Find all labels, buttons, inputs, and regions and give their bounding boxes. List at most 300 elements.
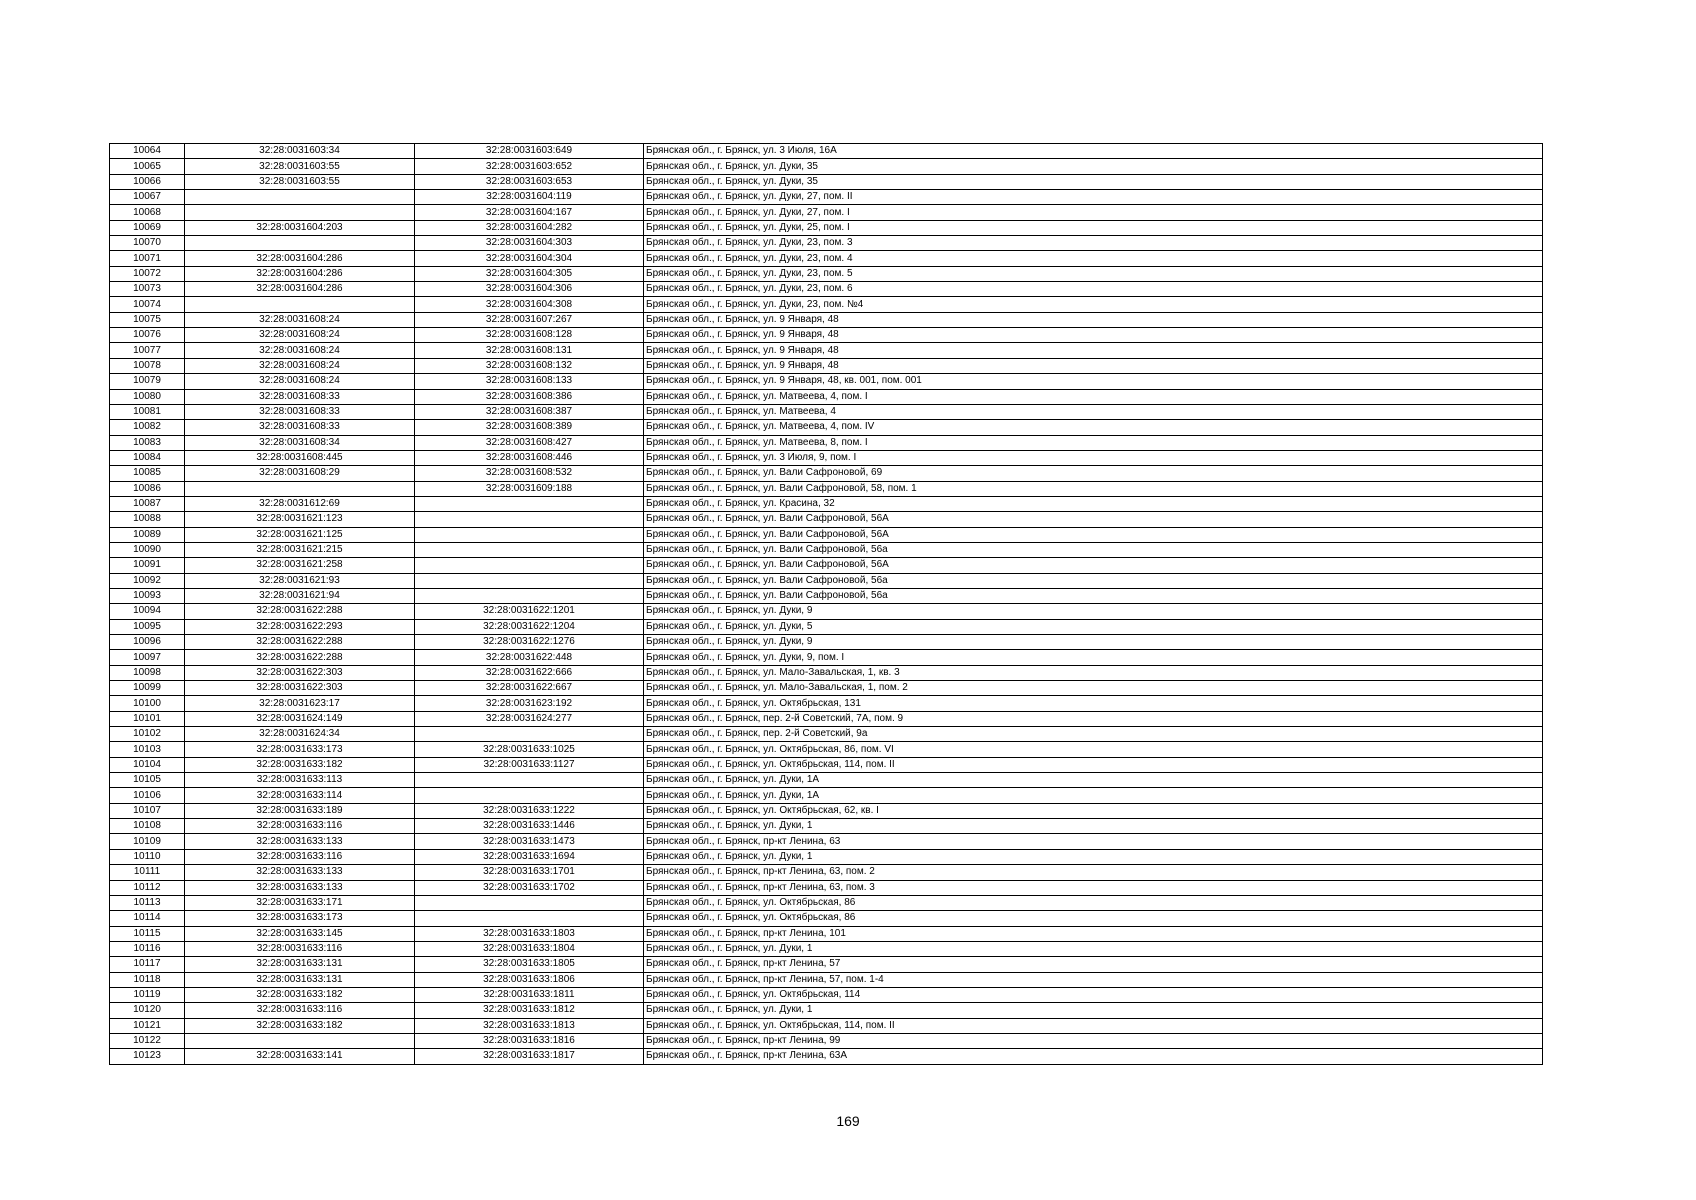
address-cell: Брянская обл., г. Брянск, пр-кт Ленина, 57, пом. 1-4 bbox=[644, 972, 1543, 987]
object-cadastral-number-cell bbox=[415, 773, 644, 788]
table-row bbox=[110, 573, 1543, 588]
row-number-cell: 10068 bbox=[110, 205, 185, 220]
table-row bbox=[110, 466, 1543, 481]
row-number-cell: 10114 bbox=[110, 911, 185, 926]
land-cadastral-number-cell: 32:28:0031633:133 bbox=[185, 834, 415, 849]
land-cadastral-number-cell: 32:28:0031633:182 bbox=[185, 987, 415, 1002]
row-number-cell: 10074 bbox=[110, 297, 185, 312]
object-cadastral-number-cell: 32:28:0031633:1473 bbox=[415, 834, 644, 849]
address-cell: Брянская обл., г. Брянск, ул. Октябрьская, 114, пом. II bbox=[644, 757, 1543, 772]
row-number-cell: 10122 bbox=[110, 1033, 185, 1048]
table-row bbox=[110, 220, 1543, 235]
land-cadastral-number-cell: 32:28:0031603:55 bbox=[185, 174, 415, 189]
address-cell: Брянская обл., г. Брянск, ул. Дуки, 1А bbox=[644, 773, 1543, 788]
row-number-cell: 10119 bbox=[110, 987, 185, 1002]
register-table bbox=[109, 143, 1543, 1065]
object-cadastral-number-cell: 32:28:0031633:1804 bbox=[415, 941, 644, 956]
land-cadastral-number-cell bbox=[185, 1033, 415, 1048]
address-cell: Брянская обл., г. Брянск, ул. Дуки, 1 bbox=[644, 849, 1543, 864]
object-cadastral-number-cell bbox=[415, 527, 644, 542]
address-cell: Брянская обл., г. Брянск, ул. Дуки, 25, пом. I bbox=[644, 220, 1543, 235]
object-cadastral-number-cell: 32:28:0031633:1446 bbox=[415, 819, 644, 834]
table-row bbox=[110, 205, 1543, 220]
table-row bbox=[110, 788, 1543, 803]
row-number-cell: 10087 bbox=[110, 496, 185, 511]
address-cell: Брянская обл., г. Брянск, ул. Дуки, 9 bbox=[644, 604, 1543, 619]
land-cadastral-number-cell: 32:28:0031604:286 bbox=[185, 266, 415, 281]
object-cadastral-number-cell: 32:28:0031608:427 bbox=[415, 435, 644, 450]
object-cadastral-number-cell: 32:28:0031633:1812 bbox=[415, 1003, 644, 1018]
object-cadastral-number-cell bbox=[415, 895, 644, 910]
land-cadastral-number-cell: 32:28:0031623:17 bbox=[185, 696, 415, 711]
table-row bbox=[110, 727, 1543, 742]
row-number-cell: 10102 bbox=[110, 727, 185, 742]
address-cell: Брянская обл., г. Брянск, ул. Октябрьская, 114 bbox=[644, 987, 1543, 1002]
address-cell: Брянская обл., г. Брянск, ул. Дуки, 27, пом. I bbox=[644, 205, 1543, 220]
land-cadastral-number-cell: 32:28:0031621:125 bbox=[185, 527, 415, 542]
land-cadastral-number-cell: 32:28:0031633:171 bbox=[185, 895, 415, 910]
row-number-cell: 10081 bbox=[110, 404, 185, 419]
address-cell: Брянская обл., г. Брянск, ул. 9 Января, 48 bbox=[644, 358, 1543, 373]
object-cadastral-number-cell: 32:28:0031608:132 bbox=[415, 358, 644, 373]
object-cadastral-number-cell: 32:28:0031604:306 bbox=[415, 282, 644, 297]
row-number-cell: 10112 bbox=[110, 880, 185, 895]
object-cadastral-number-cell: 32:28:0031608:128 bbox=[415, 328, 644, 343]
row-number-cell: 10106 bbox=[110, 788, 185, 803]
land-cadastral-number-cell bbox=[185, 481, 415, 496]
object-cadastral-number-cell: 32:28:0031608:387 bbox=[415, 404, 644, 419]
land-cadastral-number-cell: 32:28:0031612:69 bbox=[185, 496, 415, 511]
row-number-cell: 10099 bbox=[110, 681, 185, 696]
row-number-cell: 10067 bbox=[110, 190, 185, 205]
address-cell: Брянская обл., г. Брянск, ул. Дуки, 1 bbox=[644, 819, 1543, 834]
table-row bbox=[110, 880, 1543, 895]
table-row bbox=[110, 312, 1543, 327]
table-row bbox=[110, 957, 1543, 972]
land-cadastral-number-cell: 32:28:0031624:34 bbox=[185, 727, 415, 742]
address-cell: Брянская обл., г. Брянск, ул. 9 Января, 48 bbox=[644, 328, 1543, 343]
object-cadastral-number-cell: 32:28:0031603:652 bbox=[415, 159, 644, 174]
row-number-cell: 10107 bbox=[110, 803, 185, 818]
row-number-cell: 10092 bbox=[110, 573, 185, 588]
address-cell: Брянская обл., г. Брянск, ул. Мало-Завальская, 1, пом. 2 bbox=[644, 681, 1543, 696]
address-cell: Брянская обл., г. Брянск, ул. Октябрьская, 86 bbox=[644, 895, 1543, 910]
land-cadastral-number-cell: 32:28:0031622:288 bbox=[185, 604, 415, 619]
object-cadastral-number-cell: 32:28:0031604:282 bbox=[415, 220, 644, 235]
row-number-cell: 10103 bbox=[110, 742, 185, 757]
object-cadastral-number-cell: 32:28:0031623:192 bbox=[415, 696, 644, 711]
address-cell: Брянская обл., г. Брянск, ул. Дуки, 1А bbox=[644, 788, 1543, 803]
table-row bbox=[110, 588, 1543, 603]
land-cadastral-number-cell: 32:28:0031633:116 bbox=[185, 941, 415, 956]
address-cell: Брянская обл., г. Брянск, пр-кт Ленина, 99 bbox=[644, 1033, 1543, 1048]
land-cadastral-number-cell: 32:28:0031608:29 bbox=[185, 466, 415, 481]
address-cell: Брянская обл., г. Брянск, ул. Матвеева, 8, пом. I bbox=[644, 435, 1543, 450]
address-cell: Брянская обл., г. Брянск, ул. Октябрьская, 114, пом. II bbox=[644, 1018, 1543, 1033]
address-cell: Брянская обл., г. Брянск, ул. Вали Сафроновой, 56а bbox=[644, 573, 1543, 588]
object-cadastral-number-cell: 32:28:0031608:131 bbox=[415, 343, 644, 358]
address-cell: Брянская обл., г. Брянск, ул. Дуки, 1 bbox=[644, 941, 1543, 956]
land-cadastral-number-cell: 32:28:0031633:131 bbox=[185, 972, 415, 987]
table-row bbox=[110, 604, 1543, 619]
row-number-cell: 10123 bbox=[110, 1049, 185, 1064]
land-cadastral-number-cell: 32:28:0031622:288 bbox=[185, 650, 415, 665]
row-number-cell: 10088 bbox=[110, 512, 185, 527]
row-number-cell: 10093 bbox=[110, 588, 185, 603]
land-cadastral-number-cell bbox=[185, 190, 415, 205]
land-cadastral-number-cell: 32:28:0031604:203 bbox=[185, 220, 415, 235]
object-cadastral-number-cell: 32:28:0031609:188 bbox=[415, 481, 644, 496]
land-cadastral-number-cell: 32:28:0031608:24 bbox=[185, 374, 415, 389]
table-row bbox=[110, 496, 1543, 511]
row-number-cell: 10096 bbox=[110, 635, 185, 650]
land-cadastral-number-cell: 32:28:0031633:182 bbox=[185, 1018, 415, 1033]
land-cadastral-number-cell: 32:28:0031604:286 bbox=[185, 282, 415, 297]
row-number-cell: 10076 bbox=[110, 328, 185, 343]
object-cadastral-number-cell: 32:28:0031608:532 bbox=[415, 466, 644, 481]
address-cell: Брянская обл., г. Брянск, ул. Дуки, 23, пом. 5 bbox=[644, 266, 1543, 281]
object-cadastral-number-cell: 32:28:0031608:386 bbox=[415, 389, 644, 404]
table-row bbox=[110, 926, 1543, 941]
land-cadastral-number-cell bbox=[185, 297, 415, 312]
land-cadastral-number-cell: 32:28:0031621:93 bbox=[185, 573, 415, 588]
land-cadastral-number-cell: 32:28:0031633:116 bbox=[185, 1003, 415, 1018]
address-cell: Брянская обл., г. Брянск, пер. 2-й Советский, 7А, пом. 9 bbox=[644, 711, 1543, 726]
land-cadastral-number-cell: 32:28:0031633:173 bbox=[185, 911, 415, 926]
table-row bbox=[110, 635, 1543, 650]
object-cadastral-number-cell bbox=[415, 588, 644, 603]
row-number-cell: 10078 bbox=[110, 358, 185, 373]
table-row bbox=[110, 174, 1543, 189]
object-cadastral-number-cell: 32:28:0031633:1025 bbox=[415, 742, 644, 757]
row-number-cell: 10091 bbox=[110, 558, 185, 573]
land-cadastral-number-cell: 32:28:0031621:215 bbox=[185, 542, 415, 557]
land-cadastral-number-cell: 32:28:0031633:182 bbox=[185, 757, 415, 772]
land-cadastral-number-cell: 32:28:0031608:33 bbox=[185, 420, 415, 435]
object-cadastral-number-cell: 32:28:0031622:666 bbox=[415, 665, 644, 680]
address-cell: Брянская обл., г. Брянск, ул. 3 Июля, 16А bbox=[644, 144, 1543, 159]
address-cell: Брянская обл., г. Брянск, пр-кт Ленина, 57 bbox=[644, 957, 1543, 972]
page-number: 169 bbox=[836, 1113, 860, 1129]
object-cadastral-number-cell: 32:28:0031608:446 bbox=[415, 450, 644, 465]
object-cadastral-number-cell: 32:28:0031633:1222 bbox=[415, 803, 644, 818]
object-cadastral-number-cell: 32:28:0031633:1702 bbox=[415, 880, 644, 895]
table-row bbox=[110, 696, 1543, 711]
row-number-cell: 10098 bbox=[110, 665, 185, 680]
object-cadastral-number-cell bbox=[415, 512, 644, 527]
table-row bbox=[110, 849, 1543, 864]
address-cell: Брянская обл., г. Брянск, ул. 9 Января, 48 bbox=[644, 343, 1543, 358]
object-cadastral-number-cell bbox=[415, 573, 644, 588]
table-row bbox=[110, 343, 1543, 358]
row-number-cell: 10066 bbox=[110, 174, 185, 189]
object-cadastral-number-cell: 32:28:0031608:133 bbox=[415, 374, 644, 389]
land-cadastral-number-cell bbox=[185, 205, 415, 220]
row-number-cell: 10115 bbox=[110, 926, 185, 941]
table-row bbox=[110, 803, 1543, 818]
object-cadastral-number-cell bbox=[415, 496, 644, 511]
land-cadastral-number-cell: 32:28:0031621:94 bbox=[185, 588, 415, 603]
table-row bbox=[110, 1018, 1543, 1033]
table-row bbox=[110, 450, 1543, 465]
row-number-cell: 10082 bbox=[110, 420, 185, 435]
address-cell: Брянская обл., г. Брянск, ул. Дуки, 23, пом. 3 bbox=[644, 236, 1543, 251]
address-cell: Брянская обл., г. Брянск, пр-кт Ленина, 63, пом. 2 bbox=[644, 865, 1543, 880]
table-row bbox=[110, 1033, 1543, 1048]
address-cell: Брянская обл., г. Брянск, ул. Дуки, 9, пом. I bbox=[644, 650, 1543, 665]
table-row bbox=[110, 404, 1543, 419]
table-row bbox=[110, 266, 1543, 281]
address-cell: Брянская обл., г. Брянск, ул. Вали Сафроновой, 56а bbox=[644, 542, 1543, 557]
address-cell: Брянская обл., г. Брянск, ул. 9 Января, 48, кв. 001, пом. 001 bbox=[644, 374, 1543, 389]
address-cell: Брянская обл., г. Брянск, ул. 3 Июля, 9, пом. I bbox=[644, 450, 1543, 465]
land-cadastral-number-cell: 32:28:0031633:189 bbox=[185, 803, 415, 818]
row-number-cell: 10084 bbox=[110, 450, 185, 465]
table-row bbox=[110, 665, 1543, 680]
object-cadastral-number-cell: 32:28:0031622:1276 bbox=[415, 635, 644, 650]
object-cadastral-number-cell: 32:28:0031633:1817 bbox=[415, 1049, 644, 1064]
row-number-cell: 10080 bbox=[110, 389, 185, 404]
row-number-cell: 10069 bbox=[110, 220, 185, 235]
land-cadastral-number-cell: 32:28:0031633:113 bbox=[185, 773, 415, 788]
object-cadastral-number-cell: 32:28:0031633:1127 bbox=[415, 757, 644, 772]
row-number-cell: 10118 bbox=[110, 972, 185, 987]
row-number-cell: 10095 bbox=[110, 619, 185, 634]
address-cell: Брянская обл., г. Брянск, ул. Дуки, 35 bbox=[644, 174, 1543, 189]
object-cadastral-number-cell: 32:28:0031603:649 bbox=[415, 144, 644, 159]
table-row bbox=[110, 650, 1543, 665]
land-cadastral-number-cell bbox=[185, 236, 415, 251]
object-cadastral-number-cell: 32:28:0031604:303 bbox=[415, 236, 644, 251]
land-cadastral-number-cell: 32:28:0031608:24 bbox=[185, 312, 415, 327]
table-row bbox=[110, 941, 1543, 956]
table-row bbox=[110, 819, 1543, 834]
table-row bbox=[110, 619, 1543, 634]
table-row bbox=[110, 328, 1543, 343]
address-cell: Брянская обл., г. Брянск, ул. Вали Сафроновой, 56А bbox=[644, 558, 1543, 573]
address-cell: Брянская обл., г. Брянск, ул. Октябрьская, 131 bbox=[644, 696, 1543, 711]
land-cadastral-number-cell: 32:28:0031608:24 bbox=[185, 358, 415, 373]
row-number-cell: 10097 bbox=[110, 650, 185, 665]
table-row bbox=[110, 159, 1543, 174]
land-cadastral-number-cell: 32:28:0031608:24 bbox=[185, 328, 415, 343]
address-cell: Брянская обл., г. Брянск, пр-кт Ленина, 63, пом. 3 bbox=[644, 880, 1543, 895]
address-cell: Брянская обл., г. Брянск, ул. Вали Сафроновой, 56а bbox=[644, 588, 1543, 603]
land-cadastral-number-cell: 32:28:0031633:131 bbox=[185, 957, 415, 972]
row-number-cell: 10085 bbox=[110, 466, 185, 481]
table-row bbox=[110, 911, 1543, 926]
land-cadastral-number-cell: 32:28:0031633:114 bbox=[185, 788, 415, 803]
row-number-cell: 10083 bbox=[110, 435, 185, 450]
address-cell: Брянская обл., г. Брянск, пер. 2-й Советский, 9а bbox=[644, 727, 1543, 742]
row-number-cell: 10116 bbox=[110, 941, 185, 956]
address-cell: Брянская обл., г. Брянск, ул. Дуки, 23, пом. 4 bbox=[644, 251, 1543, 266]
table-row bbox=[110, 389, 1543, 404]
row-number-cell: 10070 bbox=[110, 236, 185, 251]
row-number-cell: 10110 bbox=[110, 849, 185, 864]
address-cell: Брянская обл., г. Брянск, ул. Дуки, 23, пом. №4 bbox=[644, 297, 1543, 312]
table-row bbox=[110, 773, 1543, 788]
table-row bbox=[110, 987, 1543, 1002]
object-cadastral-number-cell: 32:28:0031608:389 bbox=[415, 420, 644, 435]
row-number-cell: 10077 bbox=[110, 343, 185, 358]
object-cadastral-number-cell: 32:28:0031633:1803 bbox=[415, 926, 644, 941]
row-number-cell: 10105 bbox=[110, 773, 185, 788]
row-number-cell: 10094 bbox=[110, 604, 185, 619]
row-number-cell: 10073 bbox=[110, 282, 185, 297]
object-cadastral-number-cell: 32:28:0031603:653 bbox=[415, 174, 644, 189]
land-cadastral-number-cell: 32:28:0031622:293 bbox=[185, 619, 415, 634]
table-row bbox=[110, 1003, 1543, 1018]
table-row bbox=[110, 527, 1543, 542]
table-row bbox=[110, 481, 1543, 496]
land-cadastral-number-cell: 32:28:0031633:116 bbox=[185, 849, 415, 864]
object-cadastral-number-cell: 32:28:0031633:1805 bbox=[415, 957, 644, 972]
address-cell: Брянская обл., г. Брянск, ул. 9 Января, 48 bbox=[644, 312, 1543, 327]
land-cadastral-number-cell: 32:28:0031608:445 bbox=[185, 450, 415, 465]
address-cell: Брянская обл., г. Брянск, ул. Дуки, 35 bbox=[644, 159, 1543, 174]
address-cell: Брянская обл., г. Брянск, ул. Матвеева, 4, пом. I bbox=[644, 389, 1543, 404]
table-row bbox=[110, 512, 1543, 527]
object-cadastral-number-cell: 32:28:0031633:1701 bbox=[415, 865, 644, 880]
row-number-cell: 10108 bbox=[110, 819, 185, 834]
address-cell: Брянская обл., г. Брянск, ул. Вали Сафроновой, 69 bbox=[644, 466, 1543, 481]
table-row bbox=[110, 558, 1543, 573]
table-row bbox=[110, 742, 1543, 757]
address-cell: Брянская обл., г. Брянск, пр-кт Ленина, 101 bbox=[644, 926, 1543, 941]
land-cadastral-number-cell: 32:28:0031622:288 bbox=[185, 635, 415, 650]
land-cadastral-number-cell: 32:28:0031622:303 bbox=[185, 665, 415, 680]
address-cell: Брянская обл., г. Брянск, пр-кт Ленина, 63 bbox=[644, 834, 1543, 849]
object-cadastral-number-cell: 32:28:0031633:1806 bbox=[415, 972, 644, 987]
row-number-cell: 10120 bbox=[110, 1003, 185, 1018]
address-cell: Брянская обл., г. Брянск, ул. Матвеева, 4, пом. IV bbox=[644, 420, 1543, 435]
address-cell: Брянская обл., г. Брянск, ул. Октябрьская, 62, кв. I bbox=[644, 803, 1543, 818]
table-body bbox=[110, 144, 1543, 1065]
object-cadastral-number-cell: 32:28:0031622:667 bbox=[415, 681, 644, 696]
row-number-cell: 10111 bbox=[110, 865, 185, 880]
land-cadastral-number-cell: 32:28:0031633:133 bbox=[185, 865, 415, 880]
land-cadastral-number-cell: 32:28:0031604:286 bbox=[185, 251, 415, 266]
object-cadastral-number-cell bbox=[415, 911, 644, 926]
object-cadastral-number-cell: 32:28:0031604:304 bbox=[415, 251, 644, 266]
object-cadastral-number-cell: 32:28:0031604:308 bbox=[415, 297, 644, 312]
table-row bbox=[110, 895, 1543, 910]
object-cadastral-number-cell: 32:28:0031604:305 bbox=[415, 266, 644, 281]
address-cell: Брянская обл., г. Брянск, ул. Вали Сафроновой, 56А bbox=[644, 512, 1543, 527]
object-cadastral-number-cell bbox=[415, 727, 644, 742]
address-cell: Брянская обл., г. Брянск, ул. Дуки, 1 bbox=[644, 1003, 1543, 1018]
row-number-cell: 10121 bbox=[110, 1018, 185, 1033]
land-cadastral-number-cell: 32:28:0031608:34 bbox=[185, 435, 415, 450]
object-cadastral-number-cell: 32:28:0031633:1811 bbox=[415, 987, 644, 1002]
object-cadastral-number-cell bbox=[415, 788, 644, 803]
object-cadastral-number-cell: 32:28:0031633:1816 bbox=[415, 1033, 644, 1048]
table-row bbox=[110, 1049, 1543, 1064]
row-number-cell: 10079 bbox=[110, 374, 185, 389]
object-cadastral-number-cell: 32:28:0031624:277 bbox=[415, 711, 644, 726]
address-cell: Брянская обл., г. Брянск, ул. Вали Сафроновой, 56А bbox=[644, 527, 1543, 542]
land-cadastral-number-cell: 32:28:0031621:258 bbox=[185, 558, 415, 573]
row-number-cell: 10113 bbox=[110, 895, 185, 910]
land-cadastral-number-cell: 32:28:0031608:24 bbox=[185, 343, 415, 358]
row-number-cell: 10101 bbox=[110, 711, 185, 726]
land-cadastral-number-cell: 32:28:0031633:116 bbox=[185, 819, 415, 834]
object-cadastral-number-cell: 32:28:0031604:119 bbox=[415, 190, 644, 205]
address-cell: Брянская обл., г. Брянск, ул. Октябрьская, 86 bbox=[644, 911, 1543, 926]
address-cell: Брянская обл., г. Брянск, ул. Мало-Завальская, 1, кв. 3 bbox=[644, 665, 1543, 680]
row-number-cell: 10065 bbox=[110, 159, 185, 174]
table-row bbox=[110, 420, 1543, 435]
land-cadastral-number-cell: 32:28:0031622:303 bbox=[185, 681, 415, 696]
row-number-cell: 10109 bbox=[110, 834, 185, 849]
table-row bbox=[110, 358, 1543, 373]
row-number-cell: 10090 bbox=[110, 542, 185, 557]
address-cell: Брянская обл., г. Брянск, ул. Дуки, 9 bbox=[644, 635, 1543, 650]
row-number-cell: 10064 bbox=[110, 144, 185, 159]
row-number-cell: 10100 bbox=[110, 696, 185, 711]
row-number-cell: 10071 bbox=[110, 251, 185, 266]
row-number-cell: 10086 bbox=[110, 481, 185, 496]
table-row bbox=[110, 297, 1543, 312]
address-cell: Брянская обл., г. Брянск, ул. Вали Сафроновой, 58, пом. 1 bbox=[644, 481, 1543, 496]
land-cadastral-number-cell: 32:28:0031603:55 bbox=[185, 159, 415, 174]
table-row bbox=[110, 374, 1543, 389]
table-row bbox=[110, 711, 1543, 726]
address-cell: Брянская обл., г. Брянск, ул. Матвеева, 4 bbox=[644, 404, 1543, 419]
address-cell: Брянская обл., г. Брянск, пр-кт Ленина, 63А bbox=[644, 1049, 1543, 1064]
address-cell: Брянская обл., г. Брянск, ул. Красина, 32 bbox=[644, 496, 1543, 511]
object-cadastral-number-cell: 32:28:0031633:1694 bbox=[415, 849, 644, 864]
object-cadastral-number-cell bbox=[415, 542, 644, 557]
land-cadastral-number-cell: 32:28:0031633:141 bbox=[185, 1049, 415, 1064]
table-row bbox=[110, 144, 1543, 159]
address-cell: Брянская обл., г. Брянск, ул. Дуки, 23, пом. 6 bbox=[644, 282, 1543, 297]
table-row bbox=[110, 757, 1543, 772]
table-row bbox=[110, 681, 1543, 696]
table-row bbox=[110, 236, 1543, 251]
object-cadastral-number-cell: 32:28:0031604:167 bbox=[415, 205, 644, 220]
land-cadastral-number-cell: 32:28:0031624:149 bbox=[185, 711, 415, 726]
object-cadastral-number-cell: 32:28:0031622:1201 bbox=[415, 604, 644, 619]
address-cell: Брянская обл., г. Брянск, ул. Октябрьская, 86, пом. VI bbox=[644, 742, 1543, 757]
row-number-cell: 10104 bbox=[110, 757, 185, 772]
land-cadastral-number-cell: 32:28:0031633:173 bbox=[185, 742, 415, 757]
table-row bbox=[110, 251, 1543, 266]
land-cadastral-number-cell: 32:28:0031633:145 bbox=[185, 926, 415, 941]
table-row bbox=[110, 435, 1543, 450]
object-cadastral-number-cell: 32:28:0031633:1813 bbox=[415, 1018, 644, 1033]
land-cadastral-number-cell: 32:28:0031603:34 bbox=[185, 144, 415, 159]
row-number-cell: 10072 bbox=[110, 266, 185, 281]
object-cadastral-number-cell bbox=[415, 558, 644, 573]
object-cadastral-number-cell: 32:28:0031607:267 bbox=[415, 312, 644, 327]
table-row bbox=[110, 972, 1543, 987]
land-cadastral-number-cell: 32:28:0031608:33 bbox=[185, 404, 415, 419]
land-cadastral-number-cell: 32:28:0031608:33 bbox=[185, 389, 415, 404]
table-row bbox=[110, 190, 1543, 205]
land-cadastral-number-cell: 32:28:0031621:123 bbox=[185, 512, 415, 527]
table-row bbox=[110, 865, 1543, 880]
table-row bbox=[110, 542, 1543, 557]
table-row bbox=[110, 282, 1543, 297]
object-cadastral-number-cell: 32:28:0031622:448 bbox=[415, 650, 644, 665]
object-cadastral-number-cell: 32:28:0031622:1204 bbox=[415, 619, 644, 634]
land-cadastral-number-cell: 32:28:0031633:133 bbox=[185, 880, 415, 895]
row-number-cell: 10089 bbox=[110, 527, 185, 542]
row-number-cell: 10117 bbox=[110, 957, 185, 972]
address-cell: Брянская обл., г. Брянск, ул. Дуки, 27, пом. II bbox=[644, 190, 1543, 205]
